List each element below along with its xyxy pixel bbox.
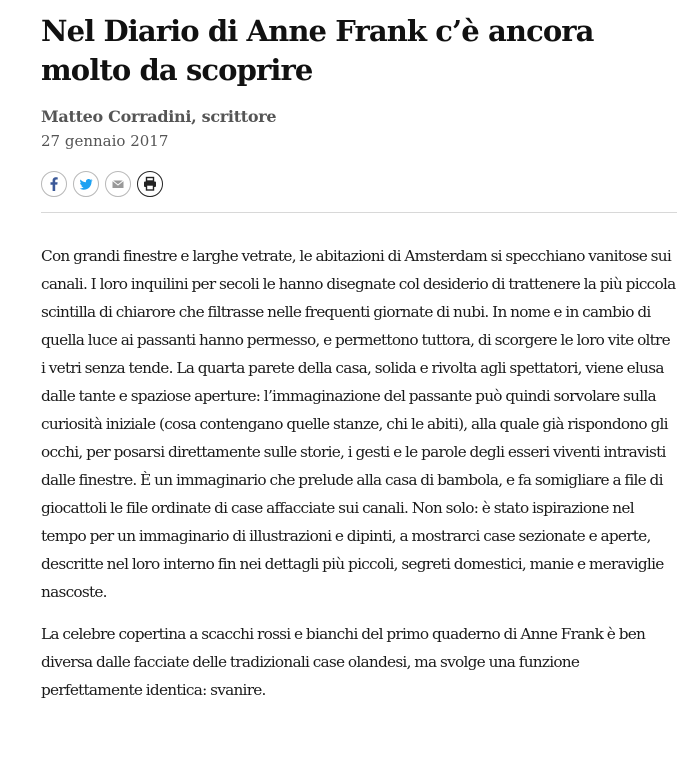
article-title: Nel Diario di Anne Frank c’è ancora molto da scoprire xyxy=(41,14,594,87)
facebook-icon xyxy=(42,172,66,196)
paragraph: La celebre copertina a scacchi rossi e bianchi del primo quaderno di Anne Frank è ben diversa dalle facciate delle tradizionali case olandesi, ma svolge una funzione perfettamente identica: svanire. xyxy=(41,625,646,699)
article-body xyxy=(41,242,677,704)
print-icon xyxy=(138,172,162,196)
twitter-icon xyxy=(74,172,98,196)
email-icon xyxy=(106,172,130,196)
divider xyxy=(41,212,677,213)
article xyxy=(41,12,677,718)
share-bar xyxy=(41,171,677,197)
facebook-share-button[interactable] xyxy=(41,171,67,197)
article-date: 27 gennaio 2017 xyxy=(41,132,169,150)
article-author[interactable]: Matteo Corradini, scrittore xyxy=(41,107,277,126)
email-share-button[interactable] xyxy=(105,171,131,197)
paragraph: Con grandi finestre e larghe vetrate, le abitazioni di Amsterdam si specchiano vanitose sui canali. I loro inquilini per secoli le hanno disegnate col desiderio di trattenere la più piccola scintilla di chiarore che filtrasse nelle frequenti giornate di nubi. In nome e in cambio di quella luce ai passanti hanno permesso, e permettono tuttora, di scorgere le loro vite oltre i vetri senza tende. La quarta parete della casa, solida e rivolta agli spettatori, viene elusa dalle tante e spaziose aperture: l’immaginazione del passante può quindi sorvolare sulla curiosità iniziale (cosa contengano quelle stanze, chi le abiti), alla quale già rispondono gli occhi, per posarsi direttamente sulle storie, i gesti e le parole degli esseri viventi intravisti dalle finestre. È un immaginario che prelude alla casa di bambola, e fa somigliare a file di giocattoli le file ordinate di case affacciate sui canali. Non solo: è stato ispirazione nel tempo per un immaginario di illustrazioni e dipinti, a mostrarci case sezionate e aperte, descritte nel loro interno fin nei dettagli più piccoli, segreti domestici, manie e meraviglie nascoste. xyxy=(41,247,676,601)
print-button[interactable] xyxy=(137,171,163,197)
twitter-share-button[interactable] xyxy=(73,171,99,197)
